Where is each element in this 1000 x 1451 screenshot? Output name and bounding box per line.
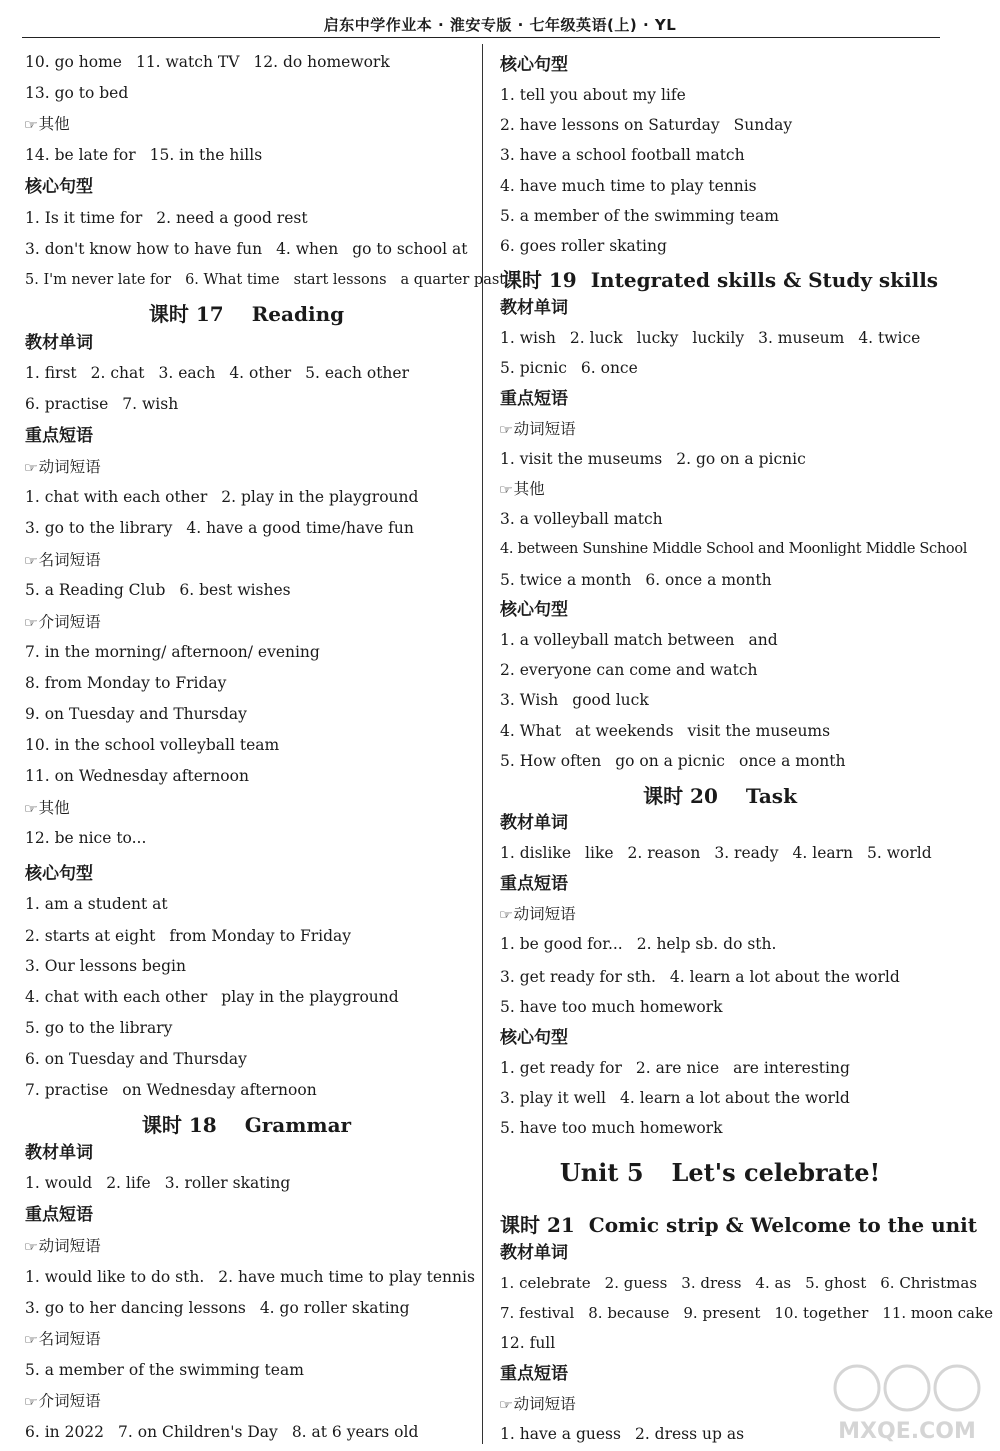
section-heading: 教材单词 (25, 333, 93, 353)
answer-line: 4. between Sunshine Middle School and Moonlight Middle School (500, 541, 968, 557)
answer-line: 8. from Monday to Friday (25, 674, 227, 692)
answer-line: 2. starts at eight from Monday to Friday (25, 927, 351, 945)
answer-line: 1. first 2. chat 3. each 4. other 5. each other (25, 364, 410, 382)
section-heading: 重点短语 (25, 426, 93, 446)
section-heading: 核心句型 (500, 600, 568, 620)
pointing-hand-icon: ☞ (498, 908, 513, 923)
lesson-title: 课时 17 Reading (148, 302, 345, 326)
header-rule (22, 37, 940, 38)
section-heading: 核心句型 (500, 1028, 568, 1048)
answer-line: 4. chat with each other play in the playground (25, 988, 399, 1006)
answer-line: 5. have too much homework (500, 998, 723, 1016)
sub-heading: ☞名词短语 (25, 1328, 101, 1352)
unit-title: Unit 5 Let's celebrate! (559, 1158, 881, 1187)
section-heading: 重点短语 (25, 1205, 93, 1225)
answer-line: 2. everyone can come and watch (500, 661, 758, 679)
watermark-text: MXQE.COM (838, 1419, 976, 1444)
answer-line: 4. What at weekends visit the museums (500, 722, 831, 740)
lesson-title: 课时 18 Grammar (141, 1113, 352, 1137)
answer-line: 5. How often go on a picnic once a month (500, 752, 846, 770)
answer-line: 14. be late for 15. in the hills (25, 146, 263, 164)
answer-line: 7. practise on Wednesday afternoon (25, 1081, 317, 1099)
sub-heading: ☞动词短语 (500, 418, 576, 442)
answer-line: 1. celebrate 2. guess 3. dress 4. as 5. ghost 6. Christmas (500, 1274, 978, 1292)
answer-line: 3. play it well 4. learn a lot about the world (500, 1089, 850, 1107)
pointing-hand-icon: ☞ (23, 118, 38, 133)
answer-line: 5. I'm never late for 6. What time start lessons a quarter past (25, 272, 506, 288)
section-heading: 重点短语 (500, 1364, 568, 1384)
answer-line: 6. in 2022 7. on Children's Day 8. at 6 years old (25, 1423, 419, 1441)
pointing-hand-icon: ☞ (23, 1240, 38, 1255)
sub-heading: ☞其他 (500, 478, 545, 502)
lesson-title: 课时 19 Integrated skills & Study skills (501, 268, 939, 292)
answer-line: 1. wish 2. luck lucky luckily 3. museum 4. twice (500, 329, 921, 347)
sub-heading: ☞其他 (25, 113, 70, 137)
answer-line: 1. chat with each other 2. play in the playground (25, 488, 419, 506)
answer-line: 12. full (500, 1334, 556, 1352)
pointing-hand-icon: ☞ (498, 483, 513, 498)
answer-line: 4. have much time to play tennis (500, 177, 757, 195)
answer-line: 6. practise 7. wish (25, 395, 179, 413)
answer-line: 5. go to the library (25, 1019, 173, 1037)
section-heading: 教材单词 (500, 813, 568, 833)
pointing-hand-icon: ☞ (498, 423, 513, 438)
answer-line: 9. on Tuesday and Thursday (25, 705, 247, 723)
sub-heading: ☞动词短语 (25, 456, 101, 480)
pointing-hand-icon: ☞ (23, 616, 38, 631)
answer-line: 3. a volleyball match (500, 510, 663, 528)
answer-line: 5. a Reading Club 6. best wishes (25, 581, 291, 599)
answer-line: 11. on Wednesday afternoon (25, 767, 249, 785)
section-heading: 重点短语 (500, 389, 568, 409)
section-heading: 核心句型 (500, 55, 568, 75)
sub-heading: ☞动词短语 (500, 1393, 576, 1417)
sub-heading: ☞动词短语 (500, 903, 576, 927)
section-heading: 教材单词 (500, 1243, 568, 1263)
section-heading: 重点短语 (500, 874, 568, 894)
answer-line: 1. would like to do sth. 2. have much time to play tennis (25, 1268, 475, 1286)
answer-line: 1. have a guess 2. dress up as (500, 1425, 745, 1443)
pointing-hand-icon: ☞ (498, 1398, 513, 1413)
section-heading: 教材单词 (500, 298, 568, 318)
sub-heading: ☞动词短语 (25, 1235, 101, 1259)
pointing-hand-icon: ☞ (23, 1333, 38, 1348)
pointing-hand-icon: ☞ (23, 461, 38, 476)
answer-line: 1. would 2. life 3. roller skating (25, 1174, 291, 1192)
answer-line: 5. picnic 6. once (500, 359, 638, 377)
answer-line: 3. go to her dancing lessons 4. go roller skating (25, 1299, 410, 1317)
lesson-title: 课时 21 Comic strip & Welcome to the unit (500, 1213, 977, 1237)
answer-line: 5. a member of the swimming team (500, 207, 779, 225)
answer-line: 3. don't know how to have fun 4. when go to school at (25, 240, 468, 258)
answer-line: 5. a member of the swimming team (25, 1361, 304, 1379)
sub-heading: ☞介词短语 (25, 1390, 101, 1414)
answer-line: 1. get ready for 2. are nice are interesting (500, 1059, 850, 1077)
answer-line: 7. in the morning/ afternoon/ evening (25, 643, 320, 661)
answer-line: 5. twice a month 6. once a month (500, 571, 772, 589)
answer-line: 3. get ready for sth. 4. learn a lot about the world (500, 968, 900, 986)
answer-line: 2. have lessons on Saturday Sunday (500, 116, 793, 134)
answer-line: 10. go home 11. watch TV 12. do homework (25, 53, 390, 71)
sub-heading: ☞其他 (25, 797, 70, 821)
answer-line: 1. dislike like 2. reason 3. ready 4. learn 5. world (500, 844, 932, 862)
answer-line: 13. go to bed (25, 84, 129, 102)
answer-line: 12. be nice to... (25, 829, 147, 847)
lesson-title: 课时 20 Task (643, 784, 797, 808)
watermark-logo (825, 1360, 990, 1445)
answer-line: 3. Wish good luck (500, 691, 649, 709)
pointing-hand-icon: ☞ (23, 802, 38, 817)
column-divider (482, 44, 483, 1444)
answer-line: 1. a volleyball match between and (500, 631, 778, 649)
pointing-hand-icon: ☞ (23, 1395, 38, 1410)
answer-line: 6. on Tuesday and Thursday (25, 1050, 247, 1068)
sub-heading: ☞介词短语 (25, 611, 101, 635)
page-header: 启东中学作业本 · 淮安专版 · 七年级英语(上) · YL (323, 16, 677, 34)
answer-line: 3. go to the library 4. have a good time/have fun (25, 519, 414, 537)
answer-line: 3. Our lessons begin (25, 957, 186, 975)
answer-line: 1. be good for... 2. help sb. do sth. (500, 935, 777, 953)
answer-line: 3. have a school football match (500, 146, 745, 164)
section-heading: 核心句型 (25, 177, 93, 197)
answer-line: 7. festival 8. because 9. present 10. together 11. moon cake (500, 1304, 993, 1322)
sub-heading: ☞名词短语 (25, 549, 101, 573)
answer-line: 5. have too much homework (500, 1119, 723, 1137)
answer-line: 1. tell you about my life (500, 86, 686, 104)
answer-line: 1. am a student at (25, 895, 168, 913)
pointing-hand-icon: ☞ (23, 554, 38, 569)
answer-line: 6. goes roller skating (500, 237, 667, 255)
section-heading: 核心句型 (25, 864, 93, 884)
answer-line: 1. Is it time for 2. need a good rest (25, 209, 308, 227)
answer-line: 10. in the school volleyball team (25, 736, 280, 754)
answer-line: 1. visit the museums 2. go on a picnic (500, 450, 806, 468)
section-heading: 教材单词 (25, 1143, 93, 1163)
